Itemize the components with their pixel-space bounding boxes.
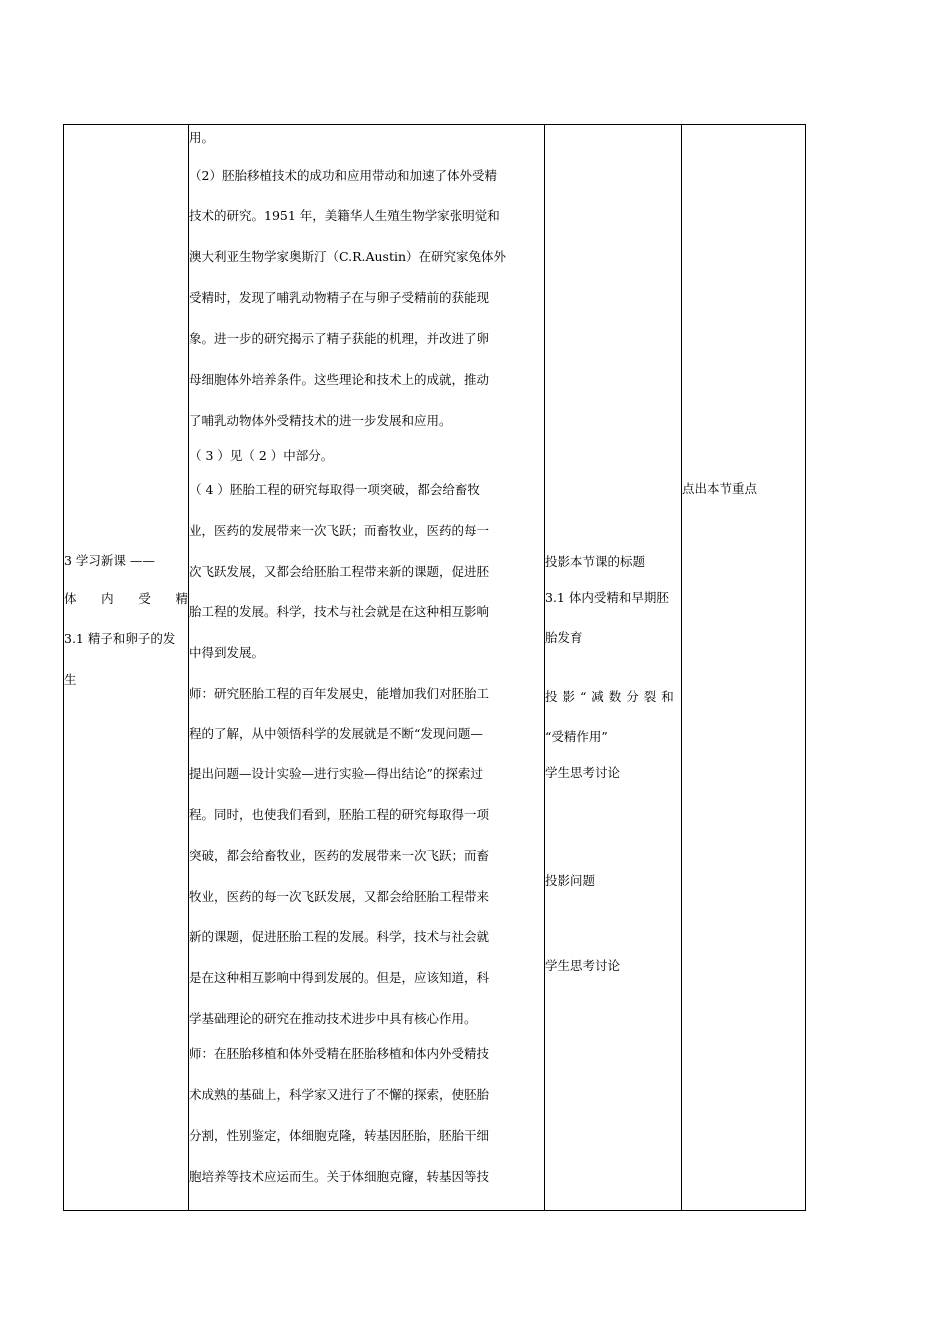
content-line: 受精时，发现了哺乳动物精子在与卵子受精前的获能现 xyxy=(189,290,490,305)
content-line: （ 3 ）见（ 2 ）中部分。 xyxy=(189,448,334,463)
content-line: 突破，都会给畜牧业，医药的发展带来一次飞跃；而畜 xyxy=(189,848,490,863)
activity-line: 学生思考讨论 xyxy=(545,765,621,780)
stage-char: 体 xyxy=(64,591,77,606)
content-line: 师：研究胚胎工程的百年发展史，能增加我们对胚胎工 xyxy=(189,686,490,701)
content-line: 新的课题，促进胚胎工程的发展。科学，技术与社会就 xyxy=(189,929,490,944)
content-line: 象。进一步的研究揭示了精子获能的机理，并改进了卵 xyxy=(189,331,490,346)
content-line: 母细胞体外培养条件。这些理论和技术上的成就，推动 xyxy=(189,372,490,387)
content-line: 技术的研究。1951 年，美籍华人生殖生物学家张明觉和 xyxy=(189,208,500,223)
content-line: 用。 xyxy=(189,130,215,145)
content-line: 师：在胚胎移植和体外受精在胚胎移植和体内外受精技 xyxy=(189,1046,490,1061)
content-line: 胞培养等技术应运而生。关于体细胞克窿，转基因等技 xyxy=(189,1169,490,1184)
activity-line: 投影本节课的标题 xyxy=(545,554,646,569)
stage-column xyxy=(64,125,188,1210)
content-line: 学基础理论的研究在推动技术进步中具有核心作用。 xyxy=(189,1011,477,1026)
content-line: 牧业，医药的每一次飞跃发展，又都会给胚胎工程带来 xyxy=(189,889,490,904)
content-line: 程的了解，从中领悟科学的发展就是不断“发现问题— xyxy=(189,726,483,741)
stage-line-spread xyxy=(64,589,188,607)
activity-line: 投影问题 xyxy=(545,873,596,888)
stage-char: 精 xyxy=(175,591,188,606)
content-line: 次飞跃发展，又都会给胚胎工程带来新的课题，促进胚 xyxy=(189,564,490,579)
content-line: 澳大利亚生物学家奥斯汀（C.R.Austin）在研究家兔体外 xyxy=(189,249,507,264)
content-line: （ 4 ）胚胎工程的研究每取得一项突破，都会给畜牧 xyxy=(189,482,480,497)
content-line: 提出问题—设计实验—进行实验—得出结论”的探索过 xyxy=(189,766,483,781)
stage-char: 受 xyxy=(138,591,151,606)
content-line: 术成熟的基础上，科学家又进行了不懈的探索，使胚胎 xyxy=(189,1087,490,1102)
activity-line: 学生思考讨论 xyxy=(545,958,621,973)
intent-column xyxy=(682,125,806,1210)
stage-char: 内 xyxy=(101,591,114,606)
intent-line: 点出本节重点 xyxy=(682,481,758,496)
activity-column xyxy=(545,125,681,1210)
lesson-table xyxy=(63,124,806,1211)
content-line: 分割，性别鉴定，体细胞克隆，转基因胚胎，胚胎干细 xyxy=(189,1128,490,1143)
content-line: 了哺乳动物体外受精技术的进一步发展和应用。 xyxy=(189,413,452,428)
activity-line: 胎发育 xyxy=(545,630,583,645)
stage-line: 3.1 精子和卵子的发 xyxy=(64,631,176,646)
content-line: 是在这种相互影响中得到发展的。但是，应该知道，科 xyxy=(189,970,490,985)
content-line: 程。同时，也使我们看到，胚胎工程的研究每取得一项 xyxy=(189,807,490,822)
content-line: 业，医药的发展带来一次飞跃；而畜牧业，医药的每一 xyxy=(189,523,490,538)
content-column xyxy=(189,125,544,1210)
content-line: 胎工程的发展。科学，技术与社会就是在这种相互影响 xyxy=(189,604,490,619)
stage-line: 3 学习新课 —— xyxy=(64,553,155,568)
stage-line: 生 xyxy=(64,672,77,687)
content-line: （2）胚胎移植技术的成功和应用带动和加速了体外受精 xyxy=(189,168,497,183)
activity-line: 3.1 体内受精和早期胚 xyxy=(545,590,669,605)
activity-line: 投 影 “ 减 数 分 裂 和 xyxy=(545,689,675,704)
activity-line: “受精作用” xyxy=(545,729,608,744)
content-line: 中得到发展。 xyxy=(189,645,265,660)
